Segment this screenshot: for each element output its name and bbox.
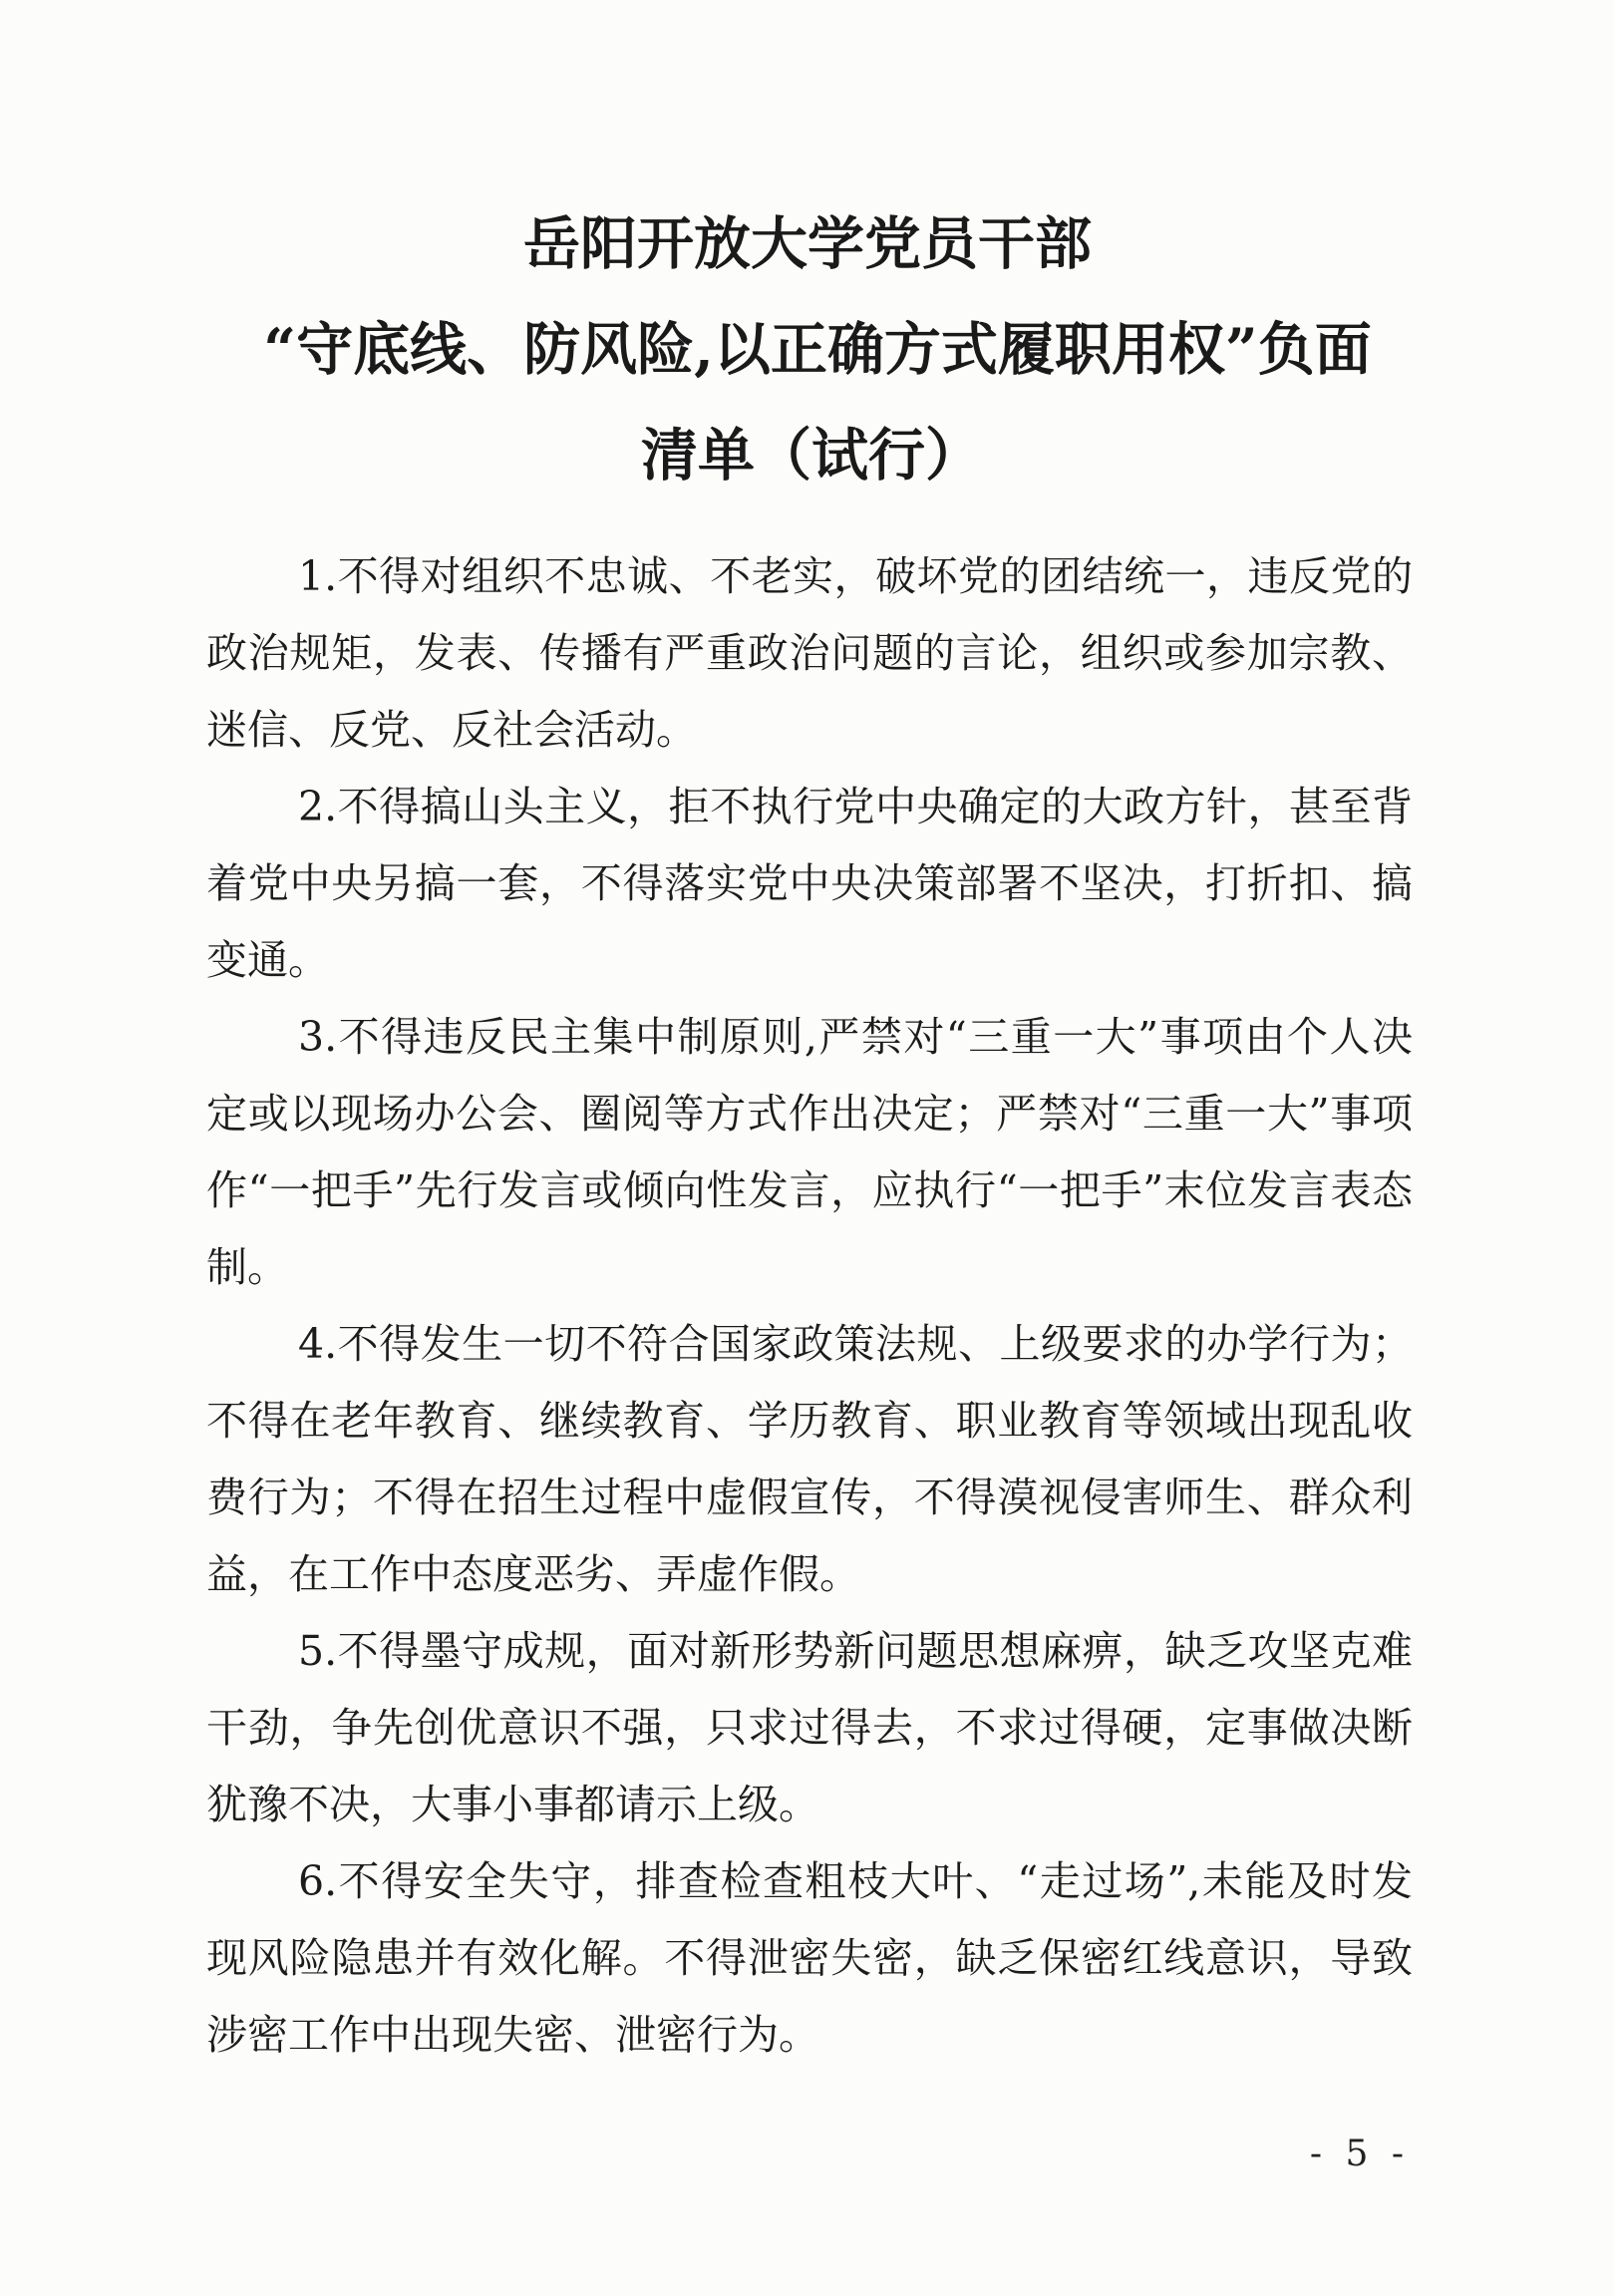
title-line-3: 清单（试行）: [641, 422, 982, 489]
title-line-1: 岳阳开放大学党员干部: [523, 210, 1092, 277]
list-item-2: 2.不得搞山头主义，拒不执行党中央确定的大政方针，甚至背着党中央另搞一套，不得落实党中央决策部署不坚决，打折扣、搞变通。: [206, 783, 1413, 984]
page-number: - 5 -: [1309, 2133, 1410, 2174]
document-title: [160, 191, 1455, 508]
list-item-5: 5.不得墨守成规，面对新形势新问题思想麻痹，缺乏攻坚克难干劲，争先创优意识不强，只求过得去，不求过得硬，定事做决断犹豫不决，大事小事都请示上级。: [206, 1627, 1413, 1828]
list-item-3: 3.不得违反民主集中制原则,严禁对“三重一大”事项由个人决定或以现场办公会、圈阅等方式作出决定；严禁对“三重一大”事项作“一把手”先行发言或倾向性发言，应执行“一把手”末位发言表态制。: [206, 1013, 1413, 1291]
list-item-1: 1.不得对组织不忠诚、不老实，破坏党的团结统一，违反党的政治规矩，发表、传播有严重政治问题的言论，组织或参加宗教、迷信、反党、反社会活动。: [206, 552, 1413, 754]
document-body: [206, 538, 1413, 2074]
title-line-2: “守底线、防风险,以正确方式履职用权”负面: [263, 316, 1372, 383]
list-item-6: 6.不得安全失守，排查检查粗枝大叶、“走过场”,未能及时发现风险隐患并有效化解。不得泄密失密，缺乏保密红线意识，导致涉密工作中出现失密、泄密行为。: [206, 1857, 1413, 2059]
list-item-4: 4.不得发生一切不符合国家政策法规、上级要求的办学行为；不得在老年教育、继续教育、学历教育、职业教育等领域出现乱收费行为；不得在招生过程中虚假宣传，不得漠视侵害师生、群众利益，在工作中态度恶劣、弄虚作假。: [206, 1320, 1413, 1598]
